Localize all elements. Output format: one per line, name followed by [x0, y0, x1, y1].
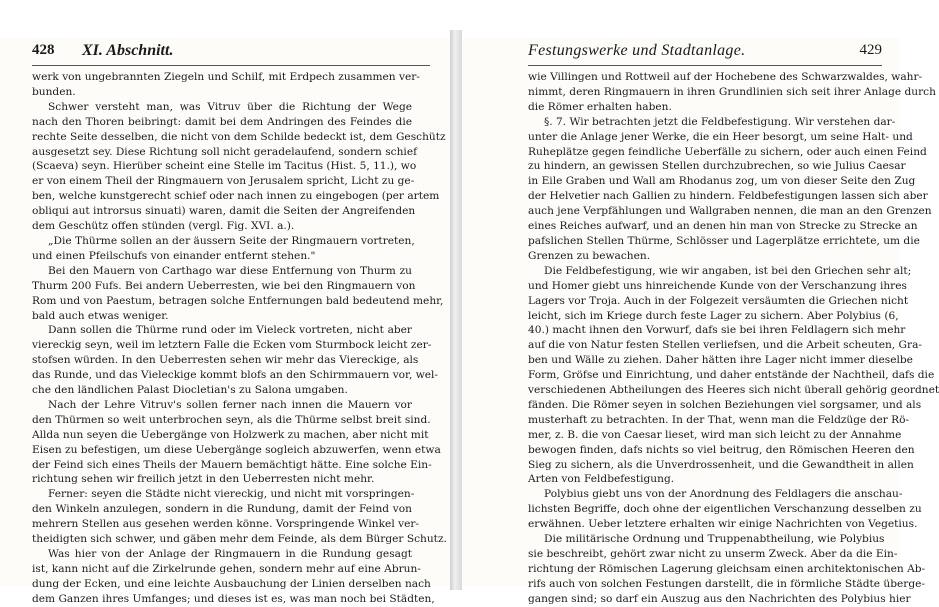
text-line: Die Feldbefestigung, wie wir angaben, ist bei den Griechen sehr alt;: [544, 264, 912, 277]
text-line: der Feind sich eines Theils der Mauern bemächtigt hätte. Eine solche Ein-: [32, 458, 432, 471]
left-header-rule: [32, 65, 430, 66]
text-line: lichsten Begriffe, doch ohne der eigentlichen Verschanzung desselben zu: [528, 503, 922, 516]
text-line: Form, Gröfse und Einrichtung, und daher entstände der Nachtheil, dafs die: [528, 369, 935, 382]
text-line: Nach der Lehre Vitruv's sollen ferner nach innen die Mauern vor: [48, 398, 412, 411]
text-line: er von einem Theil der Ringmauern von Jerusalem spricht, Licht zu ge-: [32, 175, 415, 188]
text-line: che den ländlichen Palast Diocletian's zu Salona umgaben.: [32, 384, 348, 397]
text-line: musterhaft zu betrachten. In der That, wenn man die Feldzüge der Rö-: [528, 413, 910, 426]
text-line: unter die Anlage jener Werke, die ein Heer besorgt, um seine Halt- und: [528, 130, 913, 143]
text-line: Lagers vor Troja. Auch in der Folgezeit versäumten die Griechen nicht: [528, 294, 909, 307]
text-line: den Thürmen so weit unterbrochen seyn, als die Thürme selbst breit sind.: [32, 413, 431, 426]
text-line: und einen Pfeilschufs von einander entfernt stehen.": [32, 249, 316, 262]
text-line: das Runde, und das Vieleckige kommt blofs an den Schirmmauern vor, wel-: [32, 369, 438, 382]
text-line: in Eile Graben und Wall am Rhodanus zog, um von dieser Seite den Zug: [528, 175, 916, 188]
text-line: mehrern Stellen aus gesehen werden könne. Vorspringende Winkel ver-: [32, 518, 419, 531]
left-page-header: [32, 42, 430, 68]
right-page: [462, 38, 939, 605]
text-line: Bei den Mauern von Carthago war diese Entfernung von Thurm zu: [48, 264, 412, 277]
text-line: Schwer versteht man, was Vitruv über die Richtung der Wege: [48, 100, 412, 113]
text-line: den Winkeln anzulegen, sondern in die Rundung, damit der Feind von: [32, 503, 412, 516]
text-line: ben und Wälle zu ziehen. Daher hätten ihre Lager nicht immer dieselbe: [528, 354, 913, 367]
text-line: Eisen zu befestigen, um diese Uebergänge sogleich abzuwerfen, wenn etwa: [32, 443, 441, 456]
text-line: wie Villingen und Rottweil auf der Hochebene des Schwarzwaldes, wahr-: [528, 71, 923, 83]
text-line: §. 7. Wir betrachten jetzt die Feldbefestigung. Wir verstehen dar-: [544, 115, 896, 128]
text-line: ist, kann nicht auf die Zirkelrunde gehen, sondern mehr auf eine Abrun-: [32, 562, 421, 575]
right-running-head: Festungswerke und Stadtanlage.: [528, 42, 746, 59]
text-line: Sieg zu sichern, als die Unverdrossenheit, und die Gewandtheit in allen: [528, 458, 914, 471]
text-line: stofsen würden. In den Ueberresten sehen wir mehr das Viereckige, als: [32, 354, 419, 367]
text-line: Polybius giebt uns von der Anordnung des Feldlagers die anschau-: [544, 488, 903, 501]
text-line: erwähnen. Ueber letztere erhalten wir einige Nachrichten von Vegetius.: [528, 518, 918, 531]
text-line: der Helvetier nach Gallien zu hindern. Feldbefestigungen lassen sich aber: [528, 190, 928, 203]
text-line: Rom und von Paestum, betragen solche Entfernungen bald bedeutend mehr,: [32, 294, 444, 307]
text-line: und Homer giebt uns hinreichende Kunde von der Verschanzung ihres: [528, 279, 907, 292]
text-line: richtung sehen wir freilich jetzt in den Ueberresten nicht mehr.: [32, 473, 375, 486]
text-line: obliqui aut introrsus sinuati) waren, damit die Seiten der Angreifenden: [32, 205, 416, 218]
text-line: eines Reiches aufwarf, und an denen hin man von Strecke zu Strecke an: [528, 220, 918, 233]
right-page-number: 429: [859, 42, 882, 58]
text-line: nach den Thoren beibringt: damit bei dem Andringen des Feindes die: [32, 115, 412, 128]
text-line: pafslichen Stellen Thürme, Schlösser und Lagerplätze errichtete, um die: [528, 234, 920, 247]
text-line: ausgesetzt sey. Diese Richtung soll nicht geradelaufend, sondern schief: [32, 145, 418, 158]
right-header-rule: [528, 65, 882, 66]
text-line: auf die von Natur festen Stellen verliefsen, und die Arbeit scheuten, Gra-: [528, 339, 922, 352]
text-line: bald auch etwas weniger.: [32, 309, 169, 322]
text-line: auch jene Verpfählungen und Wallgraben nennen, die man an den Grenzen: [528, 205, 932, 218]
text-line: ben, welche kunstgerecht schief oder nach innen zu eingebogen (per artem: [32, 190, 440, 203]
text-line: bewogen finden, dafs nichts so viel beitrug, den Römischen Heeren den: [528, 443, 915, 456]
text-line: theidigten sich schwer, und gäben mehr dem Feinde, als dem Bürger Schutz.: [32, 533, 447, 546]
text-line: leicht, sich im Kriege durch feste Lager zu sichern. Aber Polybius (6,: [528, 309, 899, 322]
text-line: rechte Seite desselben, die nicht von dem Schilde bedeckt ist, dem Geschütz: [32, 130, 446, 143]
left-page-text: [32, 70, 447, 607]
text-line: mer, z. B. die von Caesar lieset, wird man sich leicht zu der Annahme: [528, 428, 902, 441]
left-page-number: 428: [32, 42, 55, 58]
text-line: verschiedenen Abtheilungen des Heeres sich nicht überall gehörig geordnet: [528, 384, 939, 397]
left-page: [0, 38, 450, 605]
text-line: rifs auch von solchen Festungen darstellt, die in förmliche Städte übergе-: [528, 577, 925, 590]
text-line: viereckig seyn, weil im letztern Falle die Ecken vom Sturmbock leicht zer-: [32, 339, 432, 352]
text-line: Die militärische Ordnung und Truppenabtheilung, wie Polybius: [544, 533, 885, 546]
text-line: bunden.: [32, 85, 76, 98]
book-gutter: [450, 30, 462, 590]
text-line: dung der Ecken, und eine leichte Ausbauchung der Linien derselben nach: [32, 577, 431, 590]
text-line: gangen sind; so darf ein Auszug aus den Nachrichten des Polybius hier: [528, 592, 911, 605]
text-line: zu hindern, an gewissen Stellen durchzubrechen, so wie Julius Caesar: [528, 160, 906, 173]
text-line: Thurm 200 Fufs. Bei andern Ueberresten, wie bei den Ringmauern von: [32, 279, 416, 292]
text-line: richtung der Römischen Lagerung gleichsam einen architektonischen Ab-: [528, 562, 926, 575]
right-page-header: [528, 42, 882, 68]
text-line: „Die Thürme sollen an der äussern Seite der Ringmauern vortreten,: [48, 234, 415, 247]
left-running-head: XI. Abschnitt.: [82, 42, 174, 59]
text-line: Allda nun seyen die Uebergänge von Holzwerk zu machen, aber nicht mit: [32, 428, 429, 441]
text-line: Was hier von der Anlage der Ringmauern in die Rundung gesagt: [48, 548, 412, 560]
text-line: werk von ungebrannten Ziegeln und Schilf, mit Erdpech zusammen ver-: [32, 71, 420, 83]
text-line: nimmt, deren Ringmauern in ihren Grundlinien sich seit ihrer Anlage durch: [528, 85, 936, 98]
text-line: dem Geschütz offen stünden (vergl. Fig. XVI. a.).: [32, 220, 295, 233]
text-line: Ferner: seyen die Städte nicht viereckig, und nicht mit vorspringen-: [48, 488, 415, 501]
text-line: Arten von Feldbefestigung.: [528, 473, 675, 486]
text-line: 40.) macht ihnen den Vorwurf, dafs sie bei ihren Feldlagern sich mehr: [528, 324, 906, 337]
right-page-text: [528, 70, 939, 607]
text-line: fänden. Die Römer seyen in solchen Beziehungen viel sorgsamer, und als: [528, 398, 922, 411]
text-line: Dann sollen die Thürme rund oder im Vieleck vortreten, nicht aber: [48, 324, 412, 337]
text-line: dem Ganzen ihres Umfanges; und dieses ist es, was man noch bei Städten,: [32, 592, 435, 605]
text-line: sie beschreibt, gehört zwar nicht zu unserm Zweck. Aber da die Ein-: [528, 548, 898, 560]
text-line: Ruheplätze gegen feindliche Ueberfälle zu sichern, oder auch einen Feind: [528, 145, 927, 158]
text-line: die Römer erhalten haben.: [528, 100, 672, 113]
text-line: Grenzen zu bewachen.: [528, 249, 651, 262]
text-line: (Scaeva) seyn. Hierüber scheint eine Stelle im Tacitus (Hist. 5, 11.), wo: [32, 160, 417, 173]
